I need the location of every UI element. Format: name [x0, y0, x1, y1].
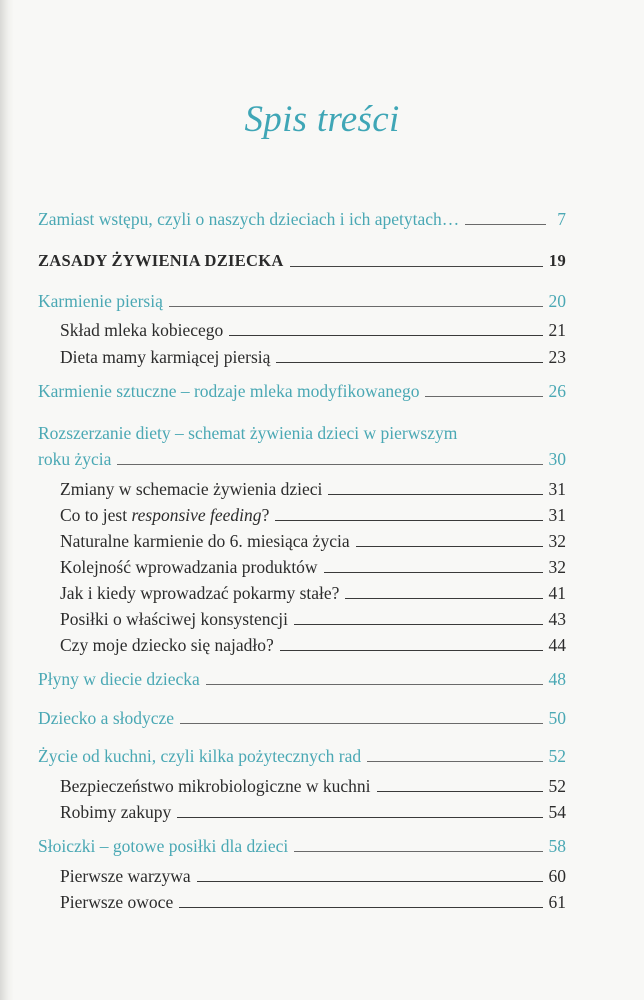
toc-entry-label	[60, 504, 269, 526]
toc-subentry	[60, 797, 566, 823]
toc-entry	[38, 286, 566, 312]
toc-entry-label: Posiłki o właściwej konsystencji	[60, 609, 288, 629]
toc-page-number: 30	[548, 449, 566, 469]
toc-subentry	[60, 630, 566, 656]
toc-page-number: 20	[548, 291, 566, 311]
toc-entry-label: Karmienie piersią	[38, 291, 163, 311]
toc-leader-line	[465, 224, 546, 225]
toc-page-number: 48	[548, 669, 566, 689]
toc-page-number: 41	[548, 583, 566, 603]
toc-label-text: Co to jest	[60, 505, 132, 525]
toc-entry-label: Skład mleka kobiecego	[60, 320, 224, 340]
toc-page-number: 7	[557, 209, 566, 229]
toc-subentry	[60, 315, 566, 341]
toc-entry-label: ZASADY ŻYWIENIA DZIECKA	[38, 251, 284, 270]
toc-page-number: 26	[548, 381, 566, 401]
toc-entry	[38, 444, 566, 470]
toc-subentry	[60, 887, 566, 913]
toc-subentry	[60, 342, 566, 368]
toc-page-number: 50	[548, 708, 566, 728]
toc-subentry	[60, 500, 566, 526]
toc-entry-label: Bezpieczeństwo mikrobiologiczne w kuchni	[60, 776, 371, 796]
toc-leader-line	[356, 546, 543, 547]
toc-leader-line	[290, 266, 543, 267]
toc-subentry	[60, 604, 566, 630]
toc-subentry	[60, 771, 566, 797]
toc-entry-label: Karmienie sztuczne – rodzaje mleka modyfikowanego	[38, 381, 420, 401]
toc-leader-line	[206, 684, 543, 685]
toc-leader-line	[197, 881, 543, 882]
toc-subentry	[60, 861, 566, 887]
toc-page-number: 31	[548, 505, 566, 525]
toc-page-number: 52	[548, 746, 566, 766]
toc-page-number: 32	[548, 557, 566, 577]
toc-entry-label: Słoiczki – gotowe posiłki dla dzieci	[38, 836, 289, 856]
page-title: Spis treści	[244, 99, 400, 140]
toc-entry-label: Dziecko a słodycze	[38, 708, 175, 728]
toc-leader-line	[280, 650, 543, 651]
toc-leader-line	[425, 396, 542, 397]
toc-entry-label: Zmiany w schemacie żywienia dzieci	[60, 479, 323, 499]
toc-entry-label: Dieta mamy karmiącej piersią	[60, 347, 271, 367]
toc-page-number: 52	[548, 776, 566, 796]
toc-leader-line	[229, 335, 542, 336]
toc-leader-line	[345, 598, 542, 599]
toc-leader-line	[117, 464, 542, 465]
toc-entry	[38, 703, 566, 729]
toc-label-italic: responsive feeding	[131, 505, 262, 525]
toc-leader-line	[367, 761, 542, 762]
toc-entry	[38, 831, 566, 857]
toc-entry-label: Jak i kiedy wprowadzać pokarmy stałe?	[60, 583, 340, 603]
toc-leader-line	[294, 624, 543, 625]
toc-entry	[38, 664, 566, 690]
toc-entry-label: Zamiast wstępu, czyli o naszych dzieciach i ich apetytach…	[38, 209, 460, 229]
toc-entry-label: Rozszerzanie diety – schemat żywienia dzieci w pierwszym	[38, 423, 458, 443]
toc-page-number: 54	[548, 802, 566, 822]
toc-leader-line	[177, 817, 542, 818]
toc-subentry	[60, 526, 566, 552]
toc-leader-line	[276, 362, 542, 363]
toc-entry-label: roku życia	[38, 449, 112, 469]
toc-entry-label: Robimy zakupy	[60, 802, 172, 822]
toc-page-number: 32	[548, 531, 566, 551]
toc-entry-label: Kolejność wprowadzania produktów	[60, 557, 318, 577]
toc-entry	[38, 376, 566, 402]
toc-page-number: 31	[548, 479, 566, 499]
toc-page-number: 19	[548, 251, 566, 270]
toc-entry-label: Pierwsze owoce	[60, 892, 174, 912]
toc-page-number: 21	[548, 320, 566, 340]
toc-subentry	[60, 474, 566, 500]
toc-subentry	[60, 578, 566, 604]
toc-page-number: 23	[548, 347, 566, 367]
toc-section-heading	[38, 246, 566, 272]
toc-page-number: 61	[548, 892, 566, 912]
toc-leader-line	[294, 851, 542, 852]
toc-page-number: 58	[548, 836, 566, 856]
toc-page-number: 43	[548, 609, 566, 629]
toc-subentry	[60, 552, 566, 578]
toc-leader-line	[328, 494, 542, 495]
toc-leader-line	[180, 723, 542, 724]
toc-entry-label: Naturalne karmienie do 6. miesiąca życia	[60, 531, 350, 551]
toc-label-text: ?	[261, 505, 270, 525]
toc-entry	[38, 741, 566, 767]
toc-entry-label: Czy moje dziecko się najadło?	[60, 635, 274, 655]
toc-entry-line1	[38, 418, 566, 444]
toc-entry-label: Życie od kuchni, czyli kilka pożytecznych rad	[38, 746, 362, 766]
toc-leader-line	[324, 572, 543, 573]
toc-entry-label: Pierwsze warzywa	[60, 866, 191, 886]
toc-entry-label: Płyny w diecie dziecka	[38, 669, 200, 689]
toc-page-number: 44	[548, 635, 566, 655]
toc-entry	[38, 204, 566, 230]
toc-leader-line	[377, 791, 543, 792]
toc-page-number: 60	[548, 866, 566, 886]
toc-leader-line	[179, 907, 542, 908]
toc-leader-line	[275, 520, 542, 521]
toc-leader-line	[169, 306, 543, 307]
